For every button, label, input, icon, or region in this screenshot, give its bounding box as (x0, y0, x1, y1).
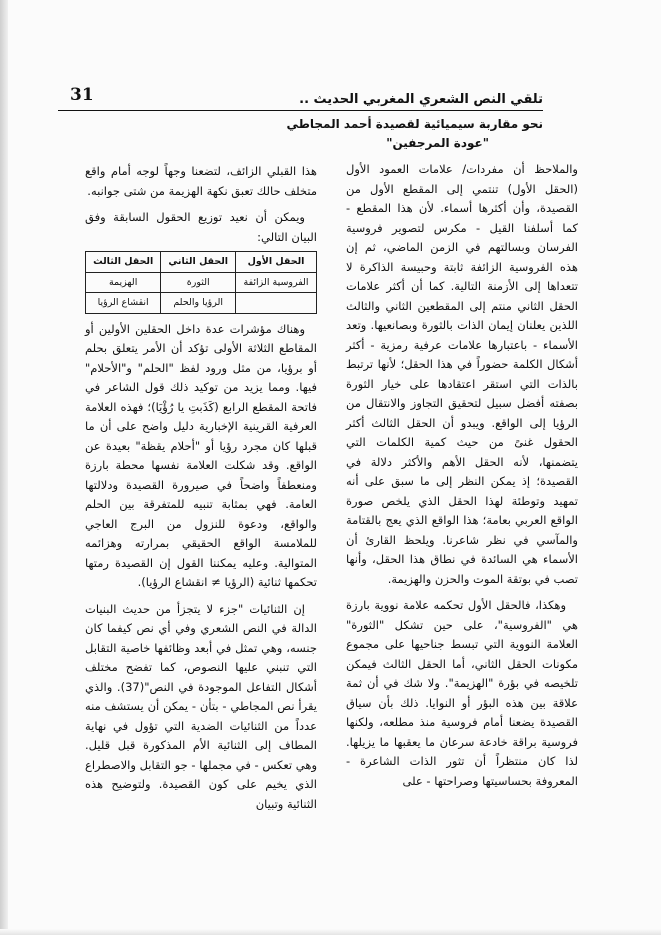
table-row (86, 293, 317, 314)
page-edge-shadow (0, 0, 8, 935)
table-cell: الثورة (161, 272, 236, 293)
header-rule (58, 110, 543, 111)
paragraph: إن الثنائيات "جزء لا يتجزأ من حديث البنيات الدالة في النص الشعري وفي أي نص كيفما كان جنسه، وهي تمثل في أبعد وظائفها خاصية التقابل التي تنبني عليها النصوص، كما تفضح مختلف أشكال التفاعل الموجودة في النص"(37). والذي يقرأ نص المجاطي - بتأن - يمكن أن يستشف منه عدداً من الثنائيات الضدية التي تؤول في نهاية المطاف إلى الثنائية الأم المذكورة قبل قليل. وهي تعكس - في مجملها - جو التقابل والاصطراع الذي يخيم على كون القصيدة. ولتوضيح هذه الثنائية وتبيان (85, 601, 317, 811)
table-row (86, 272, 317, 293)
fields-table (85, 251, 317, 314)
paragraph: وهناك مؤشرات عدة داخل الحقلين الأولين أو المقاطع الثلاثة الأولى تؤكد أن الأمر يتعلق بحلم أو برؤيا، من مثل ورود لفظ "الحلم" و"الأحلام" فيها. ومما يزيد من توكيد ذلك قول الشاعر في فاتحة المقطع الرابع (كَذَبتِ يا رُؤْيَا)؛ فهذه العلامة العرفية القرينية الإخبارية دليل واضح على أن ما قبلها كان مجرد رؤيا أو "أحلام يقظة" بعيدة عن الواقع. وقد شكلت العلامة نفسها محطة بارزة ومنعطفاً واضحاً في صيرورة القصيدة ودلالتها العامة. فهي بمثابة تنبيه للمتفرقة بين الحلم والواقع، ودعوة للنزول من البرج العاجي للملامسة الواقع الحقيقي بمرارته وهزائمه المتوالية. وعليه يمكننا القول إن القصيدة رمتها تحكمها ثنائية (الرؤيا ≠ انقشاع الرؤيا). (85, 321, 317, 589)
table-header-cell: الحقل الأول (236, 252, 317, 273)
article-subtitle: نحو مقاربة سيميائية لقصيدة أحمد المجاطي (286, 117, 543, 131)
table-cell (236, 293, 317, 314)
table-header-row (86, 252, 317, 273)
table-cell: الهزيمة (86, 272, 161, 293)
table-intro: ويمكن أن نعيد توزيع الحقول السابقة وفق البيان التالي: (85, 210, 317, 244)
poem-title: "عودة المرجفين" (386, 136, 489, 150)
paragraph: والملاحظ أن مفردات/ علامات العمود الأول (الحقل الأول) تنتمي إلى المقطع الأول من القصيدة، وأن أكثرها أسماء. لأن هذا المقطع - كما أسلفنا القيل - مكرس لتصوير فروسية الفرسان وبسالتهم في الزمن الماضي، ثم إن هذه الفروسية الزائفة ثابتة وحبيسة الذاكرة لا تتعداها إلى الأزمنة التالية. كما أن أكثر علامات الحقل الثاني منتم إلى المقطعين الثاني والثالث اللذين يعلنان إيمان الذات بالثورة وبصانعيها. وتعد الأسماء - باعتبارها علامات عرفية رمزية - أكثر أشكال الكلمة حضوراً في هذا الحقل؛ لأنها ترتبط بالذات التي استقر اعتقادها على خيار الثورة بصفته أفضل سبيل لتحقيق التجاوز والانتقال من الرؤيا إلى الواقع. ويبدو أن الحقل الثالث أكثر الحقول غنىً من حيث كمية الكلمات التي يتضمنها، لأنه الحقل الأهم والأكثر دلالة في القصيدة؛ إذ يمكن النظر إلى ما سبق على أنه تمهيد وتوطئة لهذا الحقل الذي يلخص صورة الواقع العربي بعامة؛ هذا الواقع الذي يعج بالقتامة والمآسي في نظر شاعرنا. ويلحظ القارئ أن الأسماء هي السائدة في نطاق هذا الحقل، وأنها تصب في بوتقة الموت والحزن والهزيمة. (346, 162, 578, 586)
table-cell: الرؤيا والحلم (161, 293, 236, 314)
table-header-cell: الحقل الثاني (161, 252, 236, 273)
running-title: تلقي النص الشعري المغربي الحديث .. (299, 92, 543, 107)
table-header-cell: الحقل الثالث (86, 252, 161, 273)
paragraph: وهكذا، فالحقل الأول تحكمه علامة نووية بارزة هي "الفروسية"، على حين تشكل "الثورة" العلامة النووية التي تبسط جناحيها على مجموع مكونات الحقل الثاني، أما الحقل الثالث فيمكن تلخيصه في بؤرة "الهزيمة". ولا شك في أن ثمة علاقة بين هذه البؤر أو النوايا. ذلك بأن سياق القصيدة يضعنا أمام فروسية منذ مطلعه، ولكنها فروسية براقة خادعة سرعان ما يعقبها ما يزيلها. لذا كان منتظراً أن تثور الذات الشاعرة - المعروفة بحساسيتها وصراحتها - على (346, 598, 578, 788)
page-bottom-shadow (0, 929, 661, 935)
page-number: 31 (70, 85, 94, 105)
right-column (346, 160, 578, 791)
table-cell: انقشاع الرؤيا (86, 293, 161, 314)
left-column (85, 162, 317, 814)
table-cell: الفروسية الزائفة (236, 272, 317, 293)
paragraph: هذا القبلي الزائف، لتضعنا وجهاً لوجه أمام واقع متخلف حالك تعبق نكهة الهزيمة من شتى جوانبه. (85, 164, 317, 198)
